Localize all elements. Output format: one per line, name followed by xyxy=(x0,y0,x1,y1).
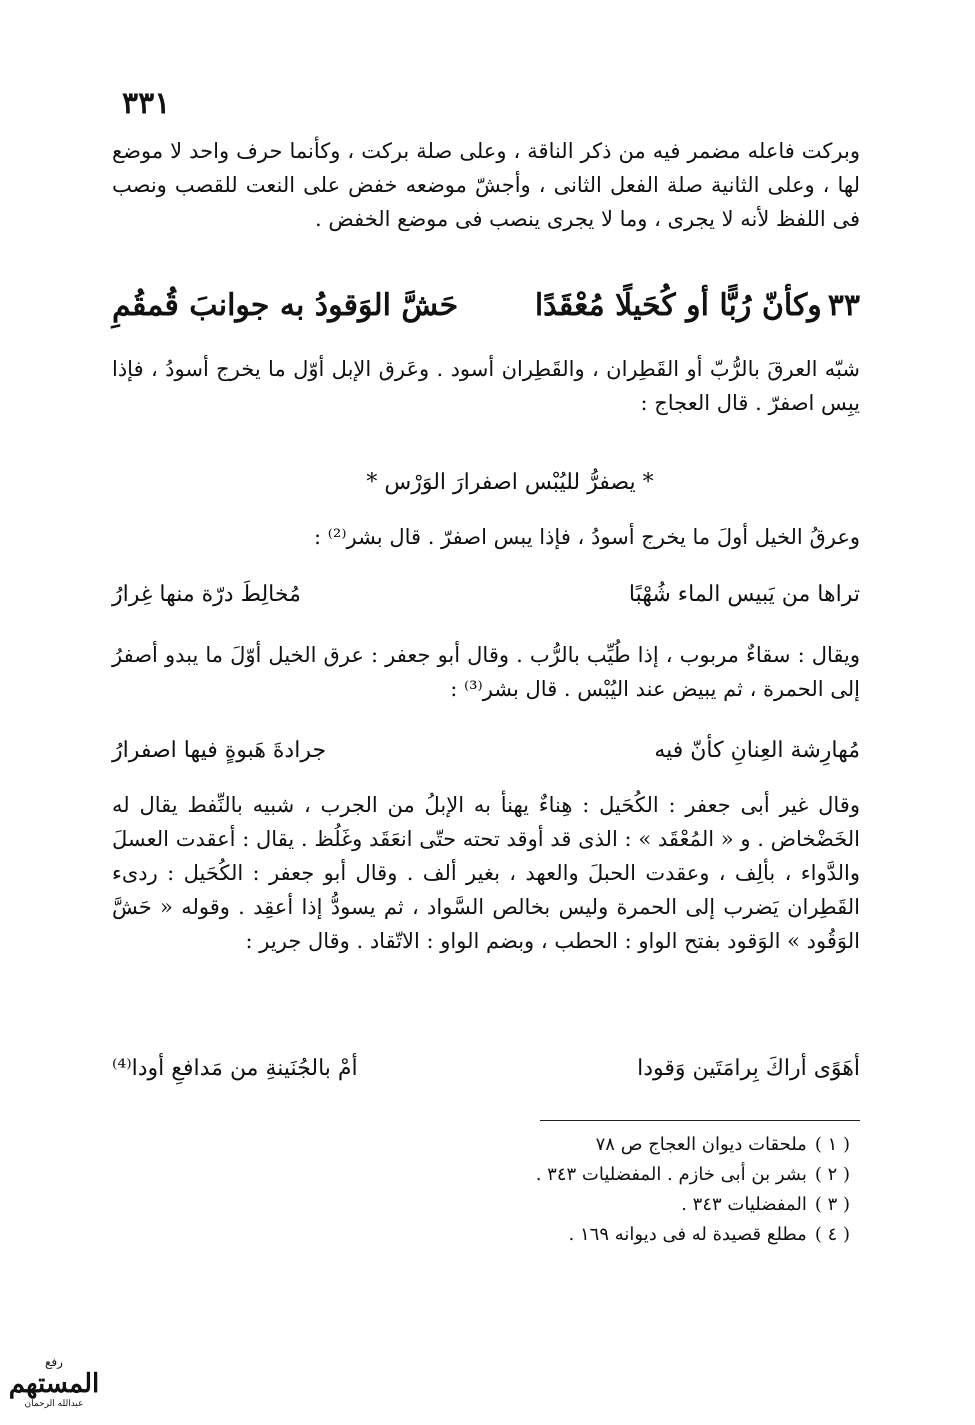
paragraph-horse-sweat: وعرقُ الخيل أولَ ما يخرج أسودُ ، فإذا يبس اصفرّ . قال بشر⁽²⁾ : xyxy=(313,525,860,549)
half-verse-ajjaj: * يصفرُّ لليُبْس اصفرارَ الوَرْس * xyxy=(366,470,654,495)
footnote: ( ٤ )مطلع قصيدة له فى ديوانه ١٦٩ . xyxy=(568,1224,850,1245)
paragraph-grammar-note: وبركت فاعله مضمر فيه من ذكر الناقة ، وعلى صلة بركت ، وكأنما حرف واحد لا موضع لها ، وعلى الثانية صلة الفعل الثانى ، وأجشّ موضعه خفض على النعت للقصب ونصب فى اللفظ لأنه لا يجرى ، وما لا يجرى ينصب فى موضع الخفض . xyxy=(112,139,860,231)
paragraph-abu-jafar: ويقال : سقاءٌ مربوب ، إذا طُيِّب بالرُّب . وقال أبو جعفر : عرق الخيل أوّلَ ما يبدو أصفرُ إلى الحمرة ، ثم يبيض عند اليُبْس . قال بشر⁽³⁾ : xyxy=(112,643,860,701)
verse-bishr-1-first: تراها من يَبيس الماء شُهْبًا xyxy=(628,582,860,607)
footnotes-list xyxy=(400,1130,850,1250)
verse-jarir-first: أهَوًى أراكَ بِرامَتَين وَقودا xyxy=(637,1056,860,1081)
main-verse-second-hemistich: حَشَّ الوَقودُ به جوانبَ قُمقُمِ xyxy=(112,288,459,323)
verse-jarir-second: أمْ بالجُنَينةِ من مَدافعِ أودا⁽⁴⁾ xyxy=(112,1056,358,1081)
verse-jarir xyxy=(112,1056,860,1081)
verse-bishr-2-second: جرادةَ هَبوةٍ فيها اصفرارُ xyxy=(112,738,327,763)
verse-number: ٣٣ xyxy=(827,288,860,323)
footnote-divider xyxy=(540,1120,860,1121)
paragraph-comparison: شبّه العرقَ بالرُّبّ أو القَطِران ، والقَطِران أسود . وعَرق الإبل أوّل ما يخرج أسودُ ، فإذا يبِس اصفرّ . قال العجاج : xyxy=(112,357,860,415)
main-verse-first-hemistich: ٣٣وكأنّ رُبًّا أو كُحَيلًا مُعْقَدًا xyxy=(534,288,860,323)
verse-bishr-2 xyxy=(112,738,860,763)
page-number: ٣٣١ xyxy=(122,86,171,121)
verse-bishr-1 xyxy=(112,582,860,607)
footnote: ( ١ )ملحقات ديوان العجاج ص ٧٨ xyxy=(595,1134,850,1155)
verse-bishr-2-first: مُهارِشة العِنانِ كأنّ فيه xyxy=(654,738,860,763)
footnote: ( ٣ )المفضليات ٣٤٣ . xyxy=(681,1194,850,1215)
footnote: ( ٢ )بشر بن أبى خازم . المفضليات ٣٤٣ . xyxy=(535,1164,850,1185)
main-verse xyxy=(112,288,860,323)
paragraph-kuhail: وقال غير أبى جعفر : الكُحَيل : هِناءٌ يهنأ به الإبلُ من الجرب ، شبيه بالنِّفط يقال له الخَضْخاض . و « المُعْقَد » : الذى قد أوقد تحته حتّى انعَقَد وغَلُظ . يقال : أعقدت العسلَ والدَّواء ، بألِف ، وعقدت الحبلَ والعهد ، بغير ألف . وقال أبو جعفر : الكُحَيل : ردىء القَطِران يَضرب إلى الحمرة وليس بخالص السَّواد ، ثم يسودُّ إذا أعقِد . وقوله « حَشَّ الوَقُود » الوَقود بفتح الواو : الحطب ، وبضم الواو : الاتّقاد . وقال جرير : xyxy=(112,793,860,953)
watermark-logo: رفع المستهم عبدالله الرحمان xyxy=(8,1355,100,1409)
verse-bishr-1-second: مُخالِطَ درّة منها غِرارُ xyxy=(112,582,301,607)
